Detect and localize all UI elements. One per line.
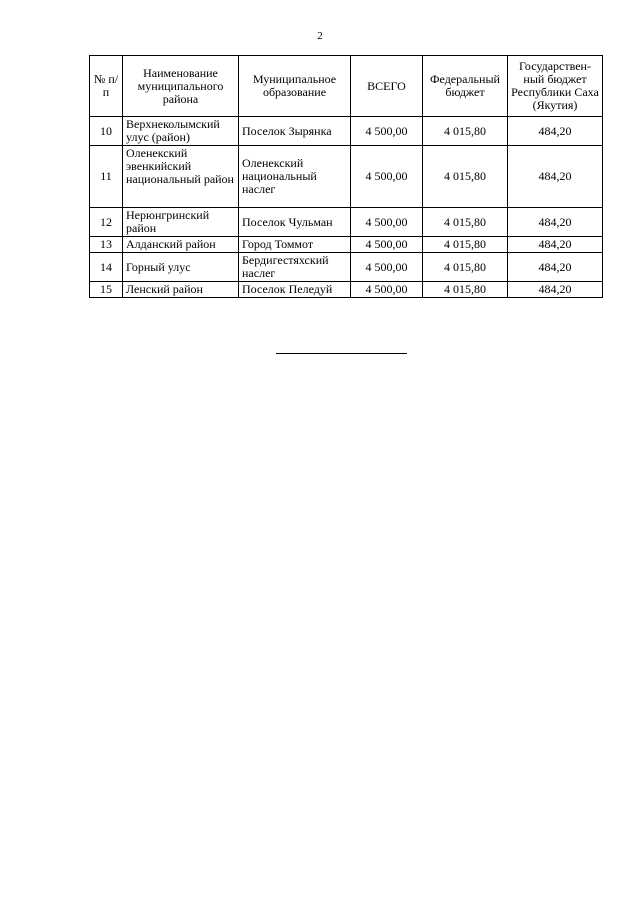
header-federal-budget: Федеральный бюджет: [423, 56, 508, 117]
header-number: № п/п: [90, 56, 123, 117]
header-state-budget: Государствен-ный бюджет Республики Саха (Якутия): [508, 56, 603, 117]
row-number: 15: [90, 282, 123, 298]
row-number: 13: [90, 237, 123, 253]
row-district: Горный улус: [123, 253, 239, 282]
table-row: [90, 146, 603, 208]
table-row: [90, 237, 603, 253]
end-divider: [276, 353, 407, 354]
row-total: 4 500,00: [351, 253, 423, 282]
row-municipality: Город Томмот: [239, 237, 351, 253]
header-total: ВСЕГО: [351, 56, 423, 117]
table-row: [90, 208, 603, 237]
row-total: 4 500,00: [351, 117, 423, 146]
table-row: [90, 117, 603, 146]
row-municipality: Оленекский национальный наслег: [239, 146, 351, 208]
row-number: 14: [90, 253, 123, 282]
row-total: 4 500,00: [351, 237, 423, 253]
row-municipality: Поселок Зырянка: [239, 117, 351, 146]
table-row: [90, 253, 603, 282]
table-header-row: [90, 56, 603, 117]
row-state: 484,20: [508, 117, 603, 146]
row-federal: 4 015,80: [423, 282, 508, 298]
row-state: 484,20: [508, 282, 603, 298]
row-district: Алданский район: [123, 237, 239, 253]
row-federal: 4 015,80: [423, 208, 508, 237]
row-number: 11: [90, 146, 123, 208]
row-state: 484,20: [508, 208, 603, 237]
row-number: 10: [90, 117, 123, 146]
row-total: 4 500,00: [351, 146, 423, 208]
row-state: 484,20: [508, 253, 603, 282]
row-district: Оленекский эвенкийский национальный район: [123, 146, 239, 208]
row-municipality: Бердигестяхский наслег: [239, 253, 351, 282]
row-total: 4 500,00: [351, 208, 423, 237]
header-district: Наименование муниципального района: [123, 56, 239, 117]
row-federal: 4 015,80: [423, 146, 508, 208]
row-state: 484,20: [508, 237, 603, 253]
header-municipality: Муниципальное образование: [239, 56, 351, 117]
row-federal: 4 015,80: [423, 237, 508, 253]
page-number: 2: [317, 30, 323, 42]
row-municipality: Поселок Чульман: [239, 208, 351, 237]
row-number: 12: [90, 208, 123, 237]
table-row: [90, 282, 603, 298]
row-district: Нерюнгринский район: [123, 208, 239, 237]
row-district: Ленский район: [123, 282, 239, 298]
row-federal: 4 015,80: [423, 117, 508, 146]
row-federal: 4 015,80: [423, 253, 508, 282]
row-municipality: Поселок Пеледуй: [239, 282, 351, 298]
row-district: Верхнеколымский улус (район): [123, 117, 239, 146]
row-state: 484,20: [508, 146, 603, 208]
budget-table: [89, 55, 603, 298]
row-total: 4 500,00: [351, 282, 423, 298]
